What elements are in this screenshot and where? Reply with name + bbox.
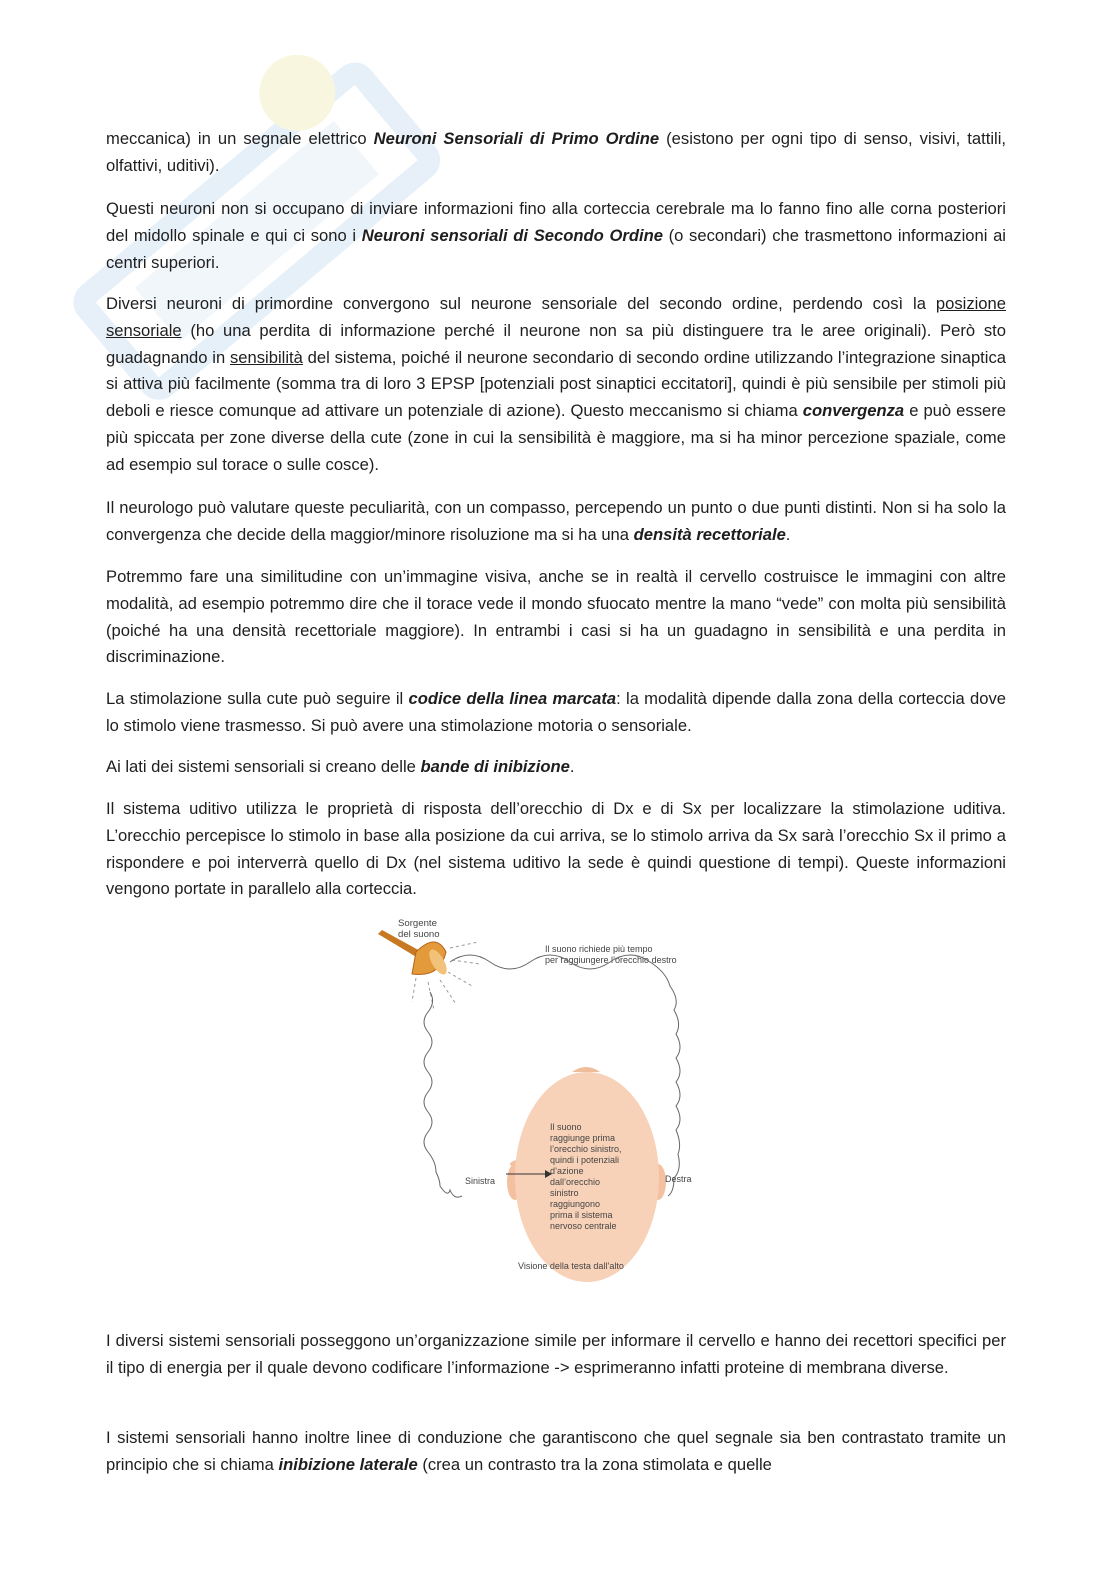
term-receptor-density: densità recettoriale bbox=[633, 524, 786, 544]
left-label: Sinistra bbox=[465, 1176, 496, 1186]
svg-text:raggiunge prima: raggiunge prima bbox=[550, 1133, 616, 1143]
svg-text:prima il sistema: prima il sistema bbox=[550, 1210, 613, 1220]
svg-text:Il suono: Il suono bbox=[550, 1122, 582, 1132]
sound-localization-figure bbox=[360, 912, 740, 1282]
paragraph-8: Il sistema uditivo utilizza le proprietà di risposta dell’orecchio di Dx e di Sx per localizzare la stimolazione uditiva. L’orecchio percepisce lo stimolo in base alla posizione da cui arriva, se lo stimolo arriva da Sx sarà l’orecchio Sx il primo a rispondere e poi interverrà quello di Dx (nel sistema uditivo la sede è quindi questione di tempi). Queste informazioni vengono portate in parallelo alla corteccia. bbox=[106, 799, 1006, 899]
paragraph-4: Il neurologo può valutare queste peculiarità, con un compasso, percependo un punto o due punti distinti. Non si ha solo la convergenza che decide della maggior/minore risoluzione ma si ha una densità recettoriale. bbox=[106, 498, 1006, 544]
paragraph-10: I sistemi sensoriali hanno inoltre linee di conduzione che garantiscono che quel segnale sia ben contrastato tramite un principio che si chiama inibizione laterale (crea un contrasto tra la zona stimolata e quelle bbox=[106, 1428, 1006, 1474]
term-lateral-inhibition: inibizione laterale bbox=[278, 1454, 418, 1474]
paragraph-7: Ai lati dei sistemi sensoriali si creano delle bande di inibizione. bbox=[106, 757, 575, 776]
svg-text:raggiungono: raggiungono bbox=[550, 1199, 601, 1209]
paragraph-2: Questi neuroni non si occupano di inviare informazioni fino alla corteccia cerebrale ma lo fanno fino alle corna posteriori del midollo spinale e qui ci sono i Neuroni sensoriali di Secondo Ordine (o secondari) che trasmettono informazioni ai centri superiori. bbox=[106, 199, 1006, 272]
delay-note-line2: per raggiungere l’orecchio destro bbox=[545, 955, 677, 965]
source-label-line2: del suono bbox=[398, 929, 440, 940]
term-first-order-neurons: Neuroni Sensoriali di Primo Ordine bbox=[373, 129, 660, 148]
paragraph-3: Diversi neuroni di primordine convergono sul neurone sensoriale del secondo ordine, perdendo così la posizione sensoriale (ho una perdita di informazione perché il neurone non sa più distinguere tra le aree originali). Però sto guadagnando in sensibilità del sistema, poiché il neurone secondario di secondo ordine utilizzando l’integrazione sinaptica si attiva più facilmente (somma tra di loro 3 EPSP [potenziali post sinaptici eccitatori], quindi è più sensibile per stimoli più deboli e riesce comunque ad attivare un potenziale di azione). Questo meccanismo si chiama convergenza e può essere più spiccata per zone diverse della cute (zone in cui la sensibilità è maggiore, ma si ha minor percezione spaziale, come ad esempio sul torace o sulle cosce). bbox=[106, 294, 1006, 474]
svg-text:l’orecchio sinistro,: l’orecchio sinistro, bbox=[550, 1144, 622, 1154]
term-second-order-neurons: Neuroni sensoriali di Secondo Ordine bbox=[361, 225, 663, 245]
term-labeled-line-code: codice della linea marcata bbox=[408, 689, 617, 708]
right-label: Destra bbox=[665, 1174, 692, 1184]
paragraph-5: Potremmo fare una similitudine con un’immagine visiva, anche se in realtà il cervello costruisce le immagini con altre modalità, ad esempio potremmo dire che il torace vede il mondo sfuocato mentre la mano “vede” con molta più sensibilità (poiché ha una densità recettoriale maggiore). In entrambi i casi si ha un guadagno in sensibilità e una perdita in discriminazione. bbox=[106, 567, 1006, 667]
paragraph-1: meccanica) in un segnale elettrico Neuroni Sensoriali di Primo Ordine (esistono per ogni tipo di senso, visivi, tattili, olfattivi, uditivi). bbox=[106, 129, 1006, 175]
svg-text:nervoso centrale: nervoso centrale bbox=[550, 1221, 617, 1231]
svg-text:dall’orecchio: dall’orecchio bbox=[550, 1177, 601, 1187]
svg-text:sinistro: sinistro bbox=[550, 1188, 579, 1198]
underlined-sensory-position: posizione sensoriale bbox=[106, 294, 1006, 340]
delay-note-line1: Il suono richiede più tempo bbox=[545, 944, 653, 954]
svg-text:quindi i potenziali: quindi i potenziali bbox=[550, 1155, 620, 1165]
source-label-line1: Sorgente bbox=[398, 918, 437, 929]
term-inhibition-bands: bande di inibizione bbox=[420, 757, 570, 776]
svg-text:d’azione: d’azione bbox=[550, 1166, 584, 1176]
paragraph-9: I diversi sistemi sensoriali posseggono un’organizzazione simile per informare il cervello e hanno dei recettori specifici per il tipo di energia per il quale devono codificare l’informazione -> esprimeranno infatti proteine di membrana diverse. bbox=[106, 1331, 1006, 1377]
figure-caption: Visione della testa dall’alto bbox=[518, 1261, 624, 1271]
wave-to-left-ear bbox=[424, 992, 462, 1197]
term-convergence: convergenza bbox=[802, 401, 905, 421]
underlined-sensitivity: sensibilità bbox=[230, 347, 303, 367]
paragraph-6: La stimolazione sulla cute può seguire il codice della linea marcata: la modalità dipende dalla zona della corteccia dove lo stimolo viene trasmesso. Si può avere una stimolazione motoria o sensoriale. bbox=[106, 689, 1007, 735]
